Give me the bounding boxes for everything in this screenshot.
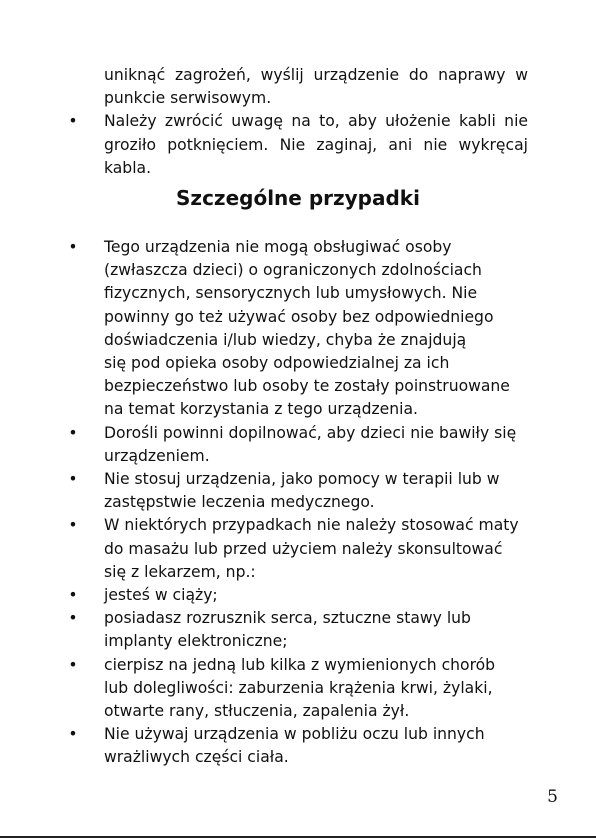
list-item-line: W niektórych przypadkach nie należy stosować maty	[104, 516, 519, 535]
bullet-icon: •	[68, 586, 78, 605]
list-item-line: posiadasz rozrusznik serca, sztuczne stawy lub	[104, 609, 471, 628]
list-item-line: wrażliwych części ciała.	[104, 748, 289, 767]
list-item-line: urządzeniem.	[104, 446, 210, 465]
list-item	[68, 468, 528, 514]
bullet-icon: •	[68, 516, 78, 535]
list-item-line: do masażu lub przed użyciem należy skonsultować	[104, 539, 503, 558]
list-item	[68, 110, 528, 180]
bullet-icon: •	[68, 609, 78, 628]
list-item	[68, 723, 528, 769]
list-item-line: powinny go też używać osoby bez odpowiedniego	[104, 307, 494, 326]
list-item-line: fizycznych, sensorycznych lub umysłowych. Nie	[104, 284, 478, 303]
list-item-line: Tego urządzenia nie mogą obsługiwać osoby	[104, 238, 452, 256]
list-item-line: Nie stosuj urządzenia, jako pomocy w terapii lub w	[104, 470, 500, 489]
section-title: Szczególne przypadki	[176, 186, 420, 210]
bullet-icon: •	[68, 112, 78, 131]
page-number: 5	[547, 787, 558, 807]
list-item-line: doświadczenia i/lub wiedzy, chyba że znajdują	[104, 330, 467, 349]
list-item-line: na temat korzystania z tego urządzenia.	[104, 400, 418, 419]
list-item-line: lub dolegliwości: zaburzenia krążenia krwi, żylaki,	[104, 678, 493, 697]
list-item	[68, 422, 528, 468]
list-item-line: jesteś w ciąży;	[104, 586, 218, 605]
list-item-line: otwarte rany, stłuczenia, zapalenia żył.	[104, 702, 410, 721]
list-item	[68, 514, 528, 584]
list-item-text: Należy zwrócić uwagę na to, aby ułożenie kabli nie groziło potknięciem. Nie zaginaj, ani nie wykręcaj kabla.	[104, 112, 528, 177]
list-item-line: się z lekarzem, np.:	[104, 562, 256, 581]
bottom-rule	[0, 836, 596, 838]
bullet-icon: •	[68, 470, 78, 489]
list-item-line: zastępstwie leczenia medycznego.	[104, 493, 375, 512]
bullet-icon: •	[68, 655, 78, 674]
list-item-line: Nie używaj urządzenia w pobliżu oczu lub innych	[104, 725, 485, 744]
bullet-icon: •	[68, 423, 78, 442]
list-item-line: implanty elektroniczne;	[104, 632, 288, 651]
list-item-line: się pod opieka osoby odpowiedzialnej za ich	[104, 354, 450, 373]
list-item-line: Dorośli powinni dopilnować, aby dzieci nie bawiły się	[104, 423, 517, 442]
list-item	[68, 236, 528, 422]
list-item-line: (zwłaszcza dzieci) o ograniczonych zdolnościach	[104, 261, 482, 280]
top-section	[68, 64, 528, 180]
bullet-icon: •	[68, 238, 78, 256]
list-item	[68, 607, 528, 653]
list-item-line: bezpieczeństwo lub osoby te zostały poinstruowane	[104, 377, 510, 396]
continuation-paragraph: uniknąć zagrożeń, wyślij urządzenie do naprawy w punkcie serwisowym.	[104, 66, 528, 108]
bullet-icon: •	[68, 725, 78, 744]
list-item	[68, 654, 528, 724]
list-item-line: cierpisz na jedną lub kilka z wymienionych chorób	[104, 655, 496, 674]
precautions-list	[68, 236, 528, 770]
list-item	[68, 584, 528, 607]
